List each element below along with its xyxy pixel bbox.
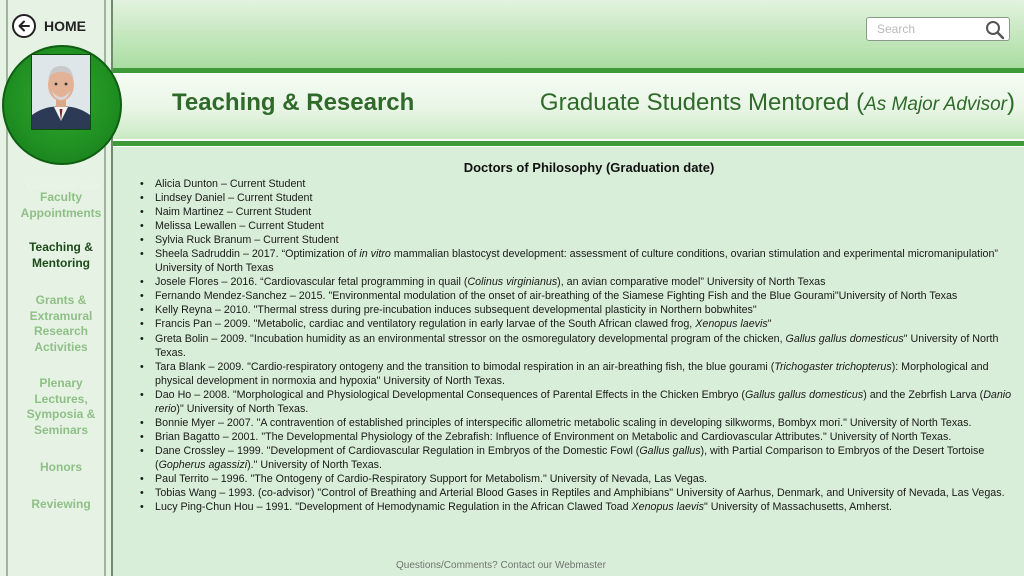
sidebar xyxy=(0,0,113,576)
list-item-text: Tobias Wang – 1993. (co-advisor) "Control of Breathing and Arterial Blood Gases in Reptiles and Amphibians" University of Aarhus, Denmark, and University of Nevada, Las Vegas. xyxy=(155,487,1005,500)
list-item-text: Melissa Lewallen – Current Student xyxy=(155,220,324,233)
sidebar-item-label: Plenary xyxy=(39,376,83,390)
species-name: in vitro xyxy=(359,248,391,261)
list-item-text: Sylvia Ruck Branum – Current Student xyxy=(155,234,339,247)
page-title xyxy=(540,89,1015,117)
sidebar-item-label: Teaching & xyxy=(29,240,93,254)
list-item-text: " xyxy=(767,318,772,331)
list-item xyxy=(140,289,1018,303)
sidebar-item-reviewing[interactable] xyxy=(0,497,122,513)
list-item-text: Brian Bagatto – 2001. "The Developmental Physiology of the Zebrafish: Influence of Environment on Metabolic and Cardiovascular Attributes." University of North Texas. xyxy=(155,430,952,443)
sidebar-item-label: Faculty xyxy=(39,190,82,204)
species-name: Danio rerio xyxy=(155,388,1012,415)
avatar[interactable] xyxy=(31,54,91,130)
list-item xyxy=(140,303,1018,317)
list-item-text: Dane Crossley – 1999. "Development of Cardiovascular Regulation in Embryos of the Domestic Fowl ( xyxy=(155,444,640,457)
page-title-text: Graduate Students Mentored ( xyxy=(539,89,865,116)
sidebar-item-honors[interactable] xyxy=(0,460,122,476)
list-item-text: Kelly Reyna – 2010. "Thermal stress during pre-incubation induces subsequent developmental plasticity in Northern bobwhites" xyxy=(155,304,757,317)
list-item-text: ), with Partial Comparison to Embryos of the Desert Tortoise ( xyxy=(155,444,985,471)
sidebar-item-label: Lectures, xyxy=(34,391,88,406)
page-title-italic: As Major Advisor xyxy=(864,94,1007,115)
species-name: Xenopus laevis xyxy=(631,501,704,514)
back-arrow-icon xyxy=(12,14,36,38)
sidebar-item-label: Seminars xyxy=(33,422,89,437)
sidebar-item-label: Symposia & xyxy=(26,407,96,421)
list-item xyxy=(140,247,1018,275)
list-item-text: Sheela Sadruddin – 2017. “Optimization of xyxy=(155,248,360,261)
sidebar-item-label: Honors xyxy=(40,460,82,474)
species-name: Gallus gallus xyxy=(639,444,701,457)
sidebar-item-label: Activities xyxy=(34,339,88,354)
list-item-text: Dao Ho – 2008. "Morphological and Physiological Developmental Consequences of Parental Effects in the Chicken Embryo ( xyxy=(155,388,745,401)
list-item xyxy=(140,177,1018,191)
list-item xyxy=(140,486,1018,500)
list-item-text: " University of North Texas. xyxy=(155,332,999,359)
list-item-text: ): Morphological and physical development in normoxia and hypoxia" University of North Texas. xyxy=(155,360,989,387)
list-item xyxy=(140,317,1018,331)
home-link[interactable] xyxy=(12,14,86,38)
list-item xyxy=(140,219,1018,233)
home-label: HOME xyxy=(44,18,86,34)
sidebar-item-label: Mentoring xyxy=(32,255,90,270)
divider-line xyxy=(0,141,1024,146)
list-item-text: )." University of North Texas. xyxy=(247,458,382,471)
sidebar-item-label: Extramural xyxy=(29,308,93,323)
list-item-text: Greta Bolin – 2009. "Incubation humidity as an environmental stressor on the osmoregulatory developmental program of the chicken, xyxy=(155,332,786,345)
list-item xyxy=(140,472,1018,486)
sidebar-item-label: Research xyxy=(33,324,89,338)
list-item-text: Lucy Ping-Chun Hou – 1991. "Development of Hemodynamic Regulation in the African Clawed Toad xyxy=(155,501,632,514)
footer-contact-link[interactable]: Questions/Comments? Contact our Webmaster xyxy=(396,560,606,571)
sidebar-item-teaching-mentoring[interactable] xyxy=(0,240,122,271)
list-item-text: Francis Pan – 2009. "Metabolic, cardiac and ventilatory regulation in early larvae of the South African clawed frog, xyxy=(155,318,696,331)
list-item-text: " University of Massachusetts, Amherst. xyxy=(704,501,892,514)
sidebar-item-grants-research[interactable] xyxy=(0,293,122,355)
sidebar-item-label: Grants & xyxy=(35,293,87,307)
list-item-text: ) and the Zebrfish Larva ( xyxy=(863,388,984,401)
sidebar-item-label: Reviewing xyxy=(31,497,91,511)
search-box xyxy=(866,17,1010,41)
list-item-text: mammalian blastocyst development: assessment of culture conditions, ovarian stimulation and experimental micromanipulation” University of North Texas xyxy=(155,248,998,275)
list-item-text: Josele Flores – 2016. “Cardiovascular fetal programming in quail ( xyxy=(155,276,468,289)
search-input[interactable] xyxy=(867,18,995,40)
list-item xyxy=(140,416,1018,430)
species-name: Gallus gallus domesticus xyxy=(744,388,864,401)
list-item xyxy=(140,275,1018,289)
main-content xyxy=(140,160,1018,514)
list-item xyxy=(140,332,1018,360)
list-item-text: )" University of North Texas. xyxy=(176,402,309,415)
list-item-text: ), an avian comparative model” University of North Texas xyxy=(557,276,826,289)
list-item xyxy=(140,388,1018,416)
page-title-close: ) xyxy=(1007,89,1015,116)
list-item xyxy=(140,205,1018,219)
section-title: Teaching & Research xyxy=(172,89,415,116)
list-item-text: Bonnie Myer – 2007. "A contravention of established principles of interspecific allometric metabolic scaling in developing silkworms, Bombyx mori." University of North Texas. xyxy=(155,416,972,429)
species-name: Xenopus laevis xyxy=(695,318,768,331)
cv-label: Curriculum Vitae xyxy=(27,181,101,192)
list-heading: Doctors of Philosophy (Graduation date) xyxy=(463,160,715,175)
list-item xyxy=(140,233,1018,247)
list-item-text: Lindsey Daniel – Current Student xyxy=(155,192,313,205)
list-item-text: Alicia Dunton – Current Student xyxy=(155,178,306,190)
species-name: Gallus gallus domesticus xyxy=(785,332,904,345)
sidebar-item-faculty-appointments[interactable] xyxy=(0,190,122,221)
list-item-text: Paul Territo – 1996. "The Ontogeny of Cardio-Respiratory Support for Metabolism." University of Nevada, Las Vegas. xyxy=(155,472,708,485)
list-item-text: Tara Blank – 2009. "Cardio-respiratory ontogeny and the transition to bimodal respiration in an air-breathing fish, the blue gourami ( xyxy=(155,360,775,373)
list-item-text: Naim Martinez – Current Student xyxy=(155,206,312,219)
search-icon[interactable] xyxy=(985,20,1005,40)
list-item xyxy=(140,191,1018,205)
list-item xyxy=(140,500,1018,514)
species-name: Trichogaster trichopterus xyxy=(774,360,892,373)
list-item-text: Fernando Mendez-Sanchez – 2015. "Environmental modulation of the onset of air-breathing of the Siamese Fighting Fish and the Blue Gourami"University of North Texas xyxy=(155,290,958,303)
list-item xyxy=(140,430,1018,444)
student-list xyxy=(140,177,1018,514)
list-item xyxy=(140,444,1018,472)
sidebar-item-label: Appointments xyxy=(20,205,102,220)
species-name: Colinus virginianus xyxy=(467,276,558,289)
sidebar-item-plenary-lectures[interactable] xyxy=(0,376,122,438)
species-name: Gopherus agassizi xyxy=(158,458,248,471)
list-item xyxy=(140,360,1018,388)
